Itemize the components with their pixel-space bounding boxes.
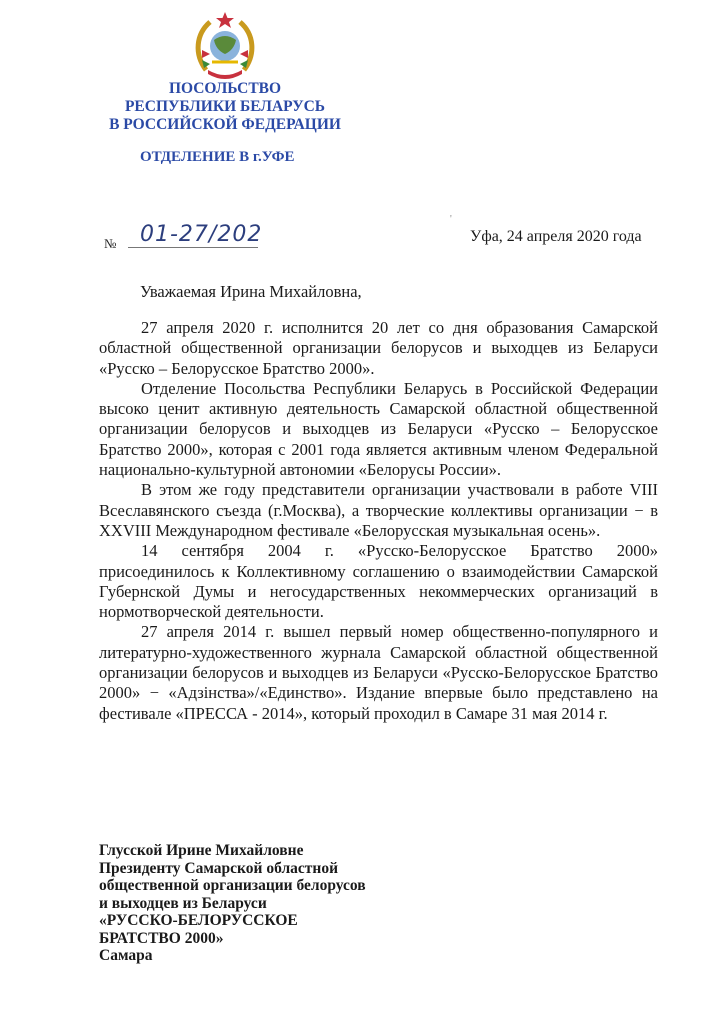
belarus-coat-of-arms-icon (190, 10, 260, 80)
salutation: Уважаемая Ирина Михайловна, (140, 282, 362, 301)
addressee-line: БРАТСТВО 2000» (99, 929, 224, 947)
place-and-date: Уфа, 24 апреля 2020 года (470, 228, 642, 245)
reference-number-value: 01-27/202 (140, 222, 263, 247)
department-name: ОТДЕЛЕНИЕ В г.УФЕ (140, 149, 295, 165)
stray-mark: ' (450, 214, 452, 225)
reference-number-label: № (104, 236, 117, 251)
paragraph: 27 апреля 2020 г. исполнится 20 лет со дня образования Самарской областной общественной организации белорусов и выходцев из Беларуси «Русско – Белорусское Братство 2000». (99, 318, 658, 378)
letter-body (99, 318, 658, 724)
embassy-name-line-2: РЕСПУБЛИКИ БЕЛАРУСЬ (124, 98, 326, 115)
embassy-name-line-3: В РОССИЙСКОЙ ФЕДЕРАЦИИ (109, 116, 341, 133)
addressee-line: общественной организации белорусов (99, 877, 366, 894)
addressee-line: Президенту Самарской областной (99, 859, 338, 877)
addressee-line: Глусской Ирине Михайловне (99, 842, 304, 859)
addressee-block (99, 842, 499, 965)
reference-number-underline (128, 247, 258, 248)
paragraph: 27 апреля 2014 г. вышел первый номер общественно-популярного и литературно-художественного журнала Самарской областной общественной организации белорусов и выходцев из Беларуси «Русско-Белорусское Братство 2000» − «Адзінства»/«Единство». Издание впервые было представлено на фестивале «ПРЕССА - 2014», который проходил в Самаре 31 мая 2014 г. (99, 622, 658, 723)
embassy-name-line-1: ПОСОЛЬСТВО (168, 80, 282, 97)
paragraph: 14 сентября 2004 г. «Русско-Белорусское Братство 2000» присоединилось к Коллективному соглашению о взаимодействии Самарской Губернской Думы и негосударственных некоммерческих организаций в нормотворческой деятельности. (99, 541, 658, 622)
paragraph: Отделение Посольства Республики Беларусь в Российской Федерации высоко ценит активную деятельность Самарской областной общественной организации белорусов и выходцев из Беларуси «Русско – Белорусское Братство 2000», которая с 2001 года является активным членом Федеральной национально-культурной автономии «Белорусы России». (99, 378, 658, 480)
addressee-line: Самара (99, 947, 153, 964)
paragraph: В этом же году представители организации участвовали в работе VIII Всеславянского съезда (г.Москва), а творческие коллективы организации − в XXVIII Международном фестивале «Белорусская музыкальная осень». (99, 480, 658, 540)
addressee-line: «РУССКО-БЕЛОРУССКОЕ (99, 912, 298, 929)
addressee-line: и выходцев из Беларуси (99, 894, 267, 912)
